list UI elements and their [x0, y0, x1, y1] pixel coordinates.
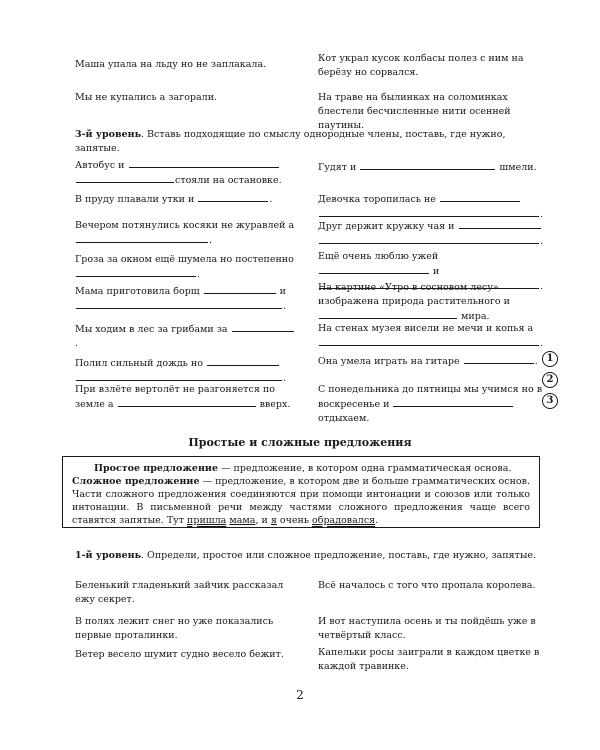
answer-blank[interactable]	[76, 371, 282, 381]
answer-blank[interactable]	[360, 160, 495, 170]
sentence-text: .	[534, 356, 538, 367]
exercise-sentence	[75, 192, 297, 207]
sentence-text: .	[269, 194, 273, 205]
exercise-sentence	[318, 354, 544, 369]
sentence-text: .	[375, 515, 379, 526]
level-1-text: . Определи, простое или сложное предложение, поставь, где нужно, запятые.	[141, 550, 537, 561]
answer-blank[interactable]	[118, 397, 256, 407]
predicate-word: обрадовался	[312, 515, 376, 526]
sentence-text: вверх.	[256, 399, 291, 410]
exercise-sentence	[318, 281, 544, 324]
sentence-text: С понедельника до пятницы мы учимся но в воскресенье и	[318, 384, 543, 410]
answer-blank[interactable]	[319, 336, 539, 346]
rule-complex-term: Сложное предложение	[72, 476, 200, 487]
sentence-text: , и	[255, 515, 271, 526]
exercise-sentence	[75, 158, 297, 188]
exercise-sentence	[318, 91, 544, 133]
sentence-text: Полил сильный дождь но	[75, 358, 206, 369]
sentence-text: Гроза за окном ещё шумела но постепенно	[75, 254, 294, 265]
exercise-sentence	[75, 383, 297, 412]
sentence-text: Автобус и	[75, 160, 128, 171]
sentence-text: мира.	[458, 311, 490, 322]
sentence-text: Мы ходим в лес за грибами за	[75, 324, 231, 335]
level-1-instruction	[75, 549, 545, 563]
sentence-text: В пруду плавали утки и	[75, 194, 198, 205]
answer-blank[interactable]	[319, 309, 457, 319]
sentence-text: Ещё очень люблю ужей	[318, 251, 439, 262]
exercise-sentence	[318, 192, 544, 222]
difficulty-circle-1: 1	[542, 351, 558, 367]
sentence-text: — предложение, в котором две и больше грамматических основ. Части сложного предложения соединяются при помощи интонации и союзов или только интонации. В письменной речи между частями сложного предложения чаще всего ставятся запятые. Тут	[72, 476, 531, 526]
section-heading: Простые и сложные предложения	[188, 436, 412, 449]
sentence-text: отдыхаем.	[318, 413, 370, 424]
sentence-text: и	[276, 286, 287, 297]
sentence-text: .	[283, 373, 287, 384]
answer-blank[interactable]	[319, 207, 539, 217]
exercise-sentence	[318, 646, 544, 674]
sentence-text: .	[197, 269, 201, 280]
answer-blank[interactable]	[204, 284, 276, 294]
sentence-text: Маша упала на льду но не заплакала.	[75, 59, 267, 70]
answer-blank[interactable]	[129, 158, 279, 168]
answer-blank[interactable]	[459, 219, 541, 229]
rule-simple	[72, 462, 530, 475]
exercise-sentence	[75, 615, 297, 643]
sentence-text: Всё началось с того что пропала королева.	[318, 580, 536, 591]
difficulty-circle-3: 3	[542, 393, 558, 409]
sentence-text: На картине «Утро в сосновом лесу» изображена природа растительного и	[318, 282, 510, 307]
sentence-text: Ветер весело шумит судно весело бежит.	[75, 649, 284, 660]
difficulty-circle-2: 2	[542, 372, 558, 388]
sentence-text: .	[209, 235, 213, 246]
sentence-text: Кот украл кусок колбасы полез с ним на берёзу но сорвался.	[318, 53, 524, 78]
rule-simple-text: — предложение, в котором одна грамматическая основа.	[218, 463, 512, 474]
sentence-text: .	[540, 338, 544, 349]
exercise-sentence	[318, 160, 544, 175]
exercise-sentence	[318, 219, 544, 249]
sentence-text: При взлёте вертолёт не разгоняется по земле а	[75, 384, 275, 410]
rule-simple-term: Простое предложение	[94, 463, 218, 474]
answer-blank[interactable]	[319, 264, 429, 274]
exercise-sentence	[75, 579, 297, 607]
sentence-text: .	[540, 281, 544, 292]
sentence-text: Она умела играть на гитаре	[318, 356, 463, 367]
sentence-text: и	[430, 266, 440, 277]
exercise-sentence	[75, 356, 297, 386]
sentence-text: шмели.	[496, 162, 537, 173]
answer-blank[interactable]	[76, 267, 196, 277]
sentence-text: На траве на былинках на соломинках блестели бесчисленные нити осенней паутины.	[318, 92, 511, 131]
exercise-sentence	[75, 219, 297, 248]
answer-blank[interactable]	[207, 356, 279, 366]
level-3-text: . Вставь подходящие по смыслу однородные члены, поставь, где нужно, запятые.	[75, 129, 506, 154]
exercise-sentence	[318, 579, 544, 593]
subject-word: мама	[229, 515, 256, 526]
exercise-sentence	[318, 615, 544, 643]
sentence-text: стояли на остановке.	[175, 175, 282, 186]
answer-blank[interactable]	[76, 233, 208, 243]
sentence-text: На стенах музея висели не мечи и копья а	[318, 323, 534, 334]
answer-blank[interactable]	[198, 192, 268, 202]
page-number: 2	[296, 688, 304, 702]
exercise-sentence	[318, 383, 544, 426]
exercise-sentence	[318, 322, 544, 351]
exercise-sentence	[318, 52, 544, 80]
rule-complex	[72, 475, 530, 527]
sentence-text: .	[540, 209, 544, 220]
sentence-text: Капельки росы заиграли в каждом цветке в каждой травинке.	[318, 647, 540, 672]
exercise-sentence	[75, 58, 297, 72]
sentence-text: Друг держит кружку чая и	[318, 221, 458, 232]
exercise-sentence	[75, 253, 297, 282]
sentence-text: В полях лежит снег но уже показались первые проталинки.	[75, 616, 274, 641]
answer-blank[interactable]	[319, 234, 539, 244]
answer-blank[interactable]	[464, 354, 534, 364]
answer-blank[interactable]	[76, 173, 174, 183]
answer-blank[interactable]	[76, 299, 282, 309]
exercise-sentence	[75, 322, 297, 351]
sentence-text: Девочка торопилась не	[318, 194, 439, 205]
level-3-instruction	[75, 128, 545, 156]
sentence-text: Беленький гладенький зайчик рассказал ежу секрет.	[75, 580, 284, 605]
sentence-text: Мама приготовила борщ	[75, 286, 203, 297]
predicate-word: пришла	[187, 515, 227, 526]
level-1-title: 1-й уровень	[75, 550, 142, 561]
sentence-text: .	[283, 301, 287, 312]
sentence-text: очень	[276, 515, 313, 526]
exercise-sentence	[75, 91, 297, 105]
answer-blank[interactable]	[393, 397, 513, 407]
sentence-text: Мы не купались а загорали.	[75, 92, 218, 103]
subject-word: я	[270, 515, 277, 526]
answer-blank[interactable]	[440, 192, 520, 202]
sentence-text: .	[75, 338, 79, 349]
sentence-text: И вот наступила осень и ты пойдёшь уже в четвёртый класс.	[318, 616, 536, 641]
exercise-sentence	[75, 648, 297, 662]
sentence-text: Вечером потянулись косяки не журавлей а	[75, 220, 295, 231]
exercise-sentence	[75, 284, 297, 314]
sentence-text: Гудят и	[318, 162, 360, 173]
level-3-title: 3-й уровень	[75, 129, 142, 140]
rule-box	[62, 456, 540, 528]
sentence-text: .	[540, 236, 544, 247]
answer-blank[interactable]	[232, 322, 294, 332]
